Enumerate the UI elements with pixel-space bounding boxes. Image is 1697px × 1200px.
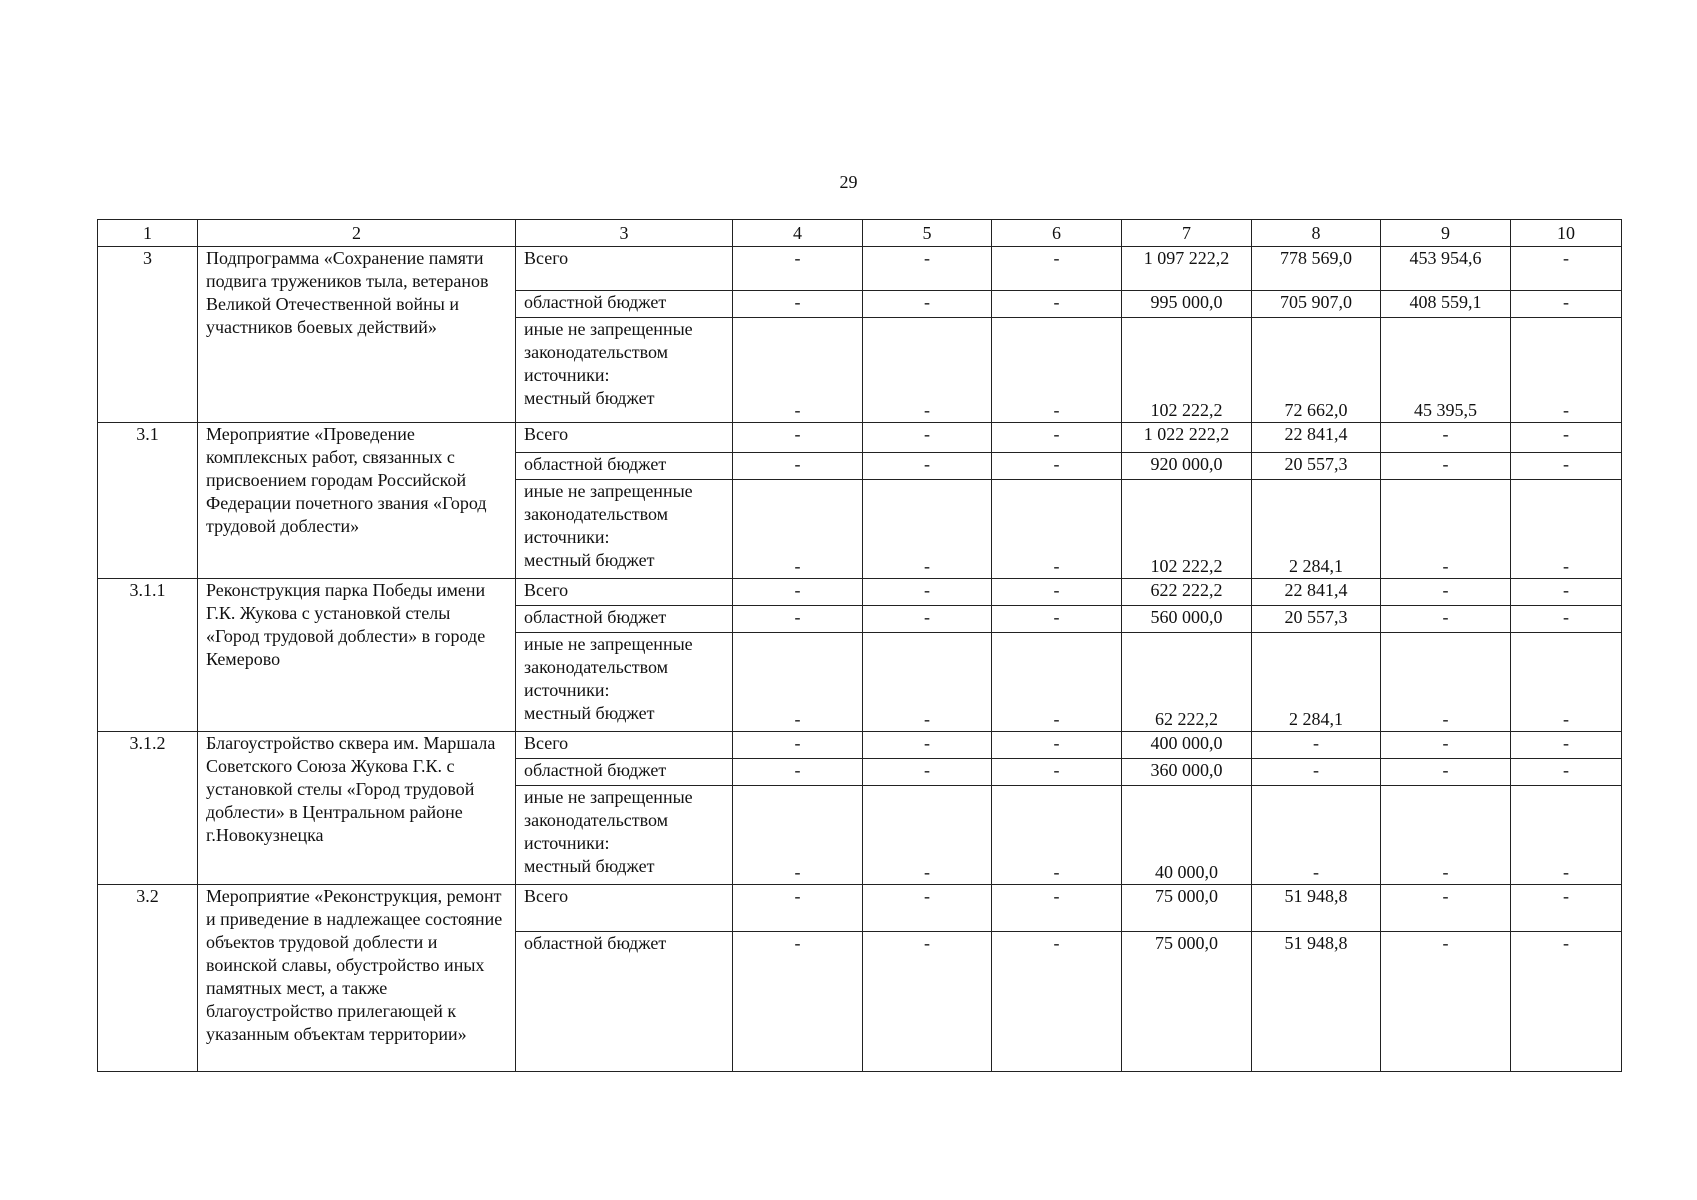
value-cell: 51 948,8 — [1252, 885, 1381, 932]
value-cell: - — [992, 291, 1122, 318]
value-cell: - — [1381, 885, 1511, 932]
item-code: 3.2 — [98, 885, 198, 1072]
value-cell: 920 000,0 — [1122, 453, 1252, 480]
value-cell: - — [1381, 606, 1511, 633]
value-cell: - — [992, 759, 1122, 786]
value-cell: - — [1381, 732, 1511, 759]
value-cell: 22 841,4 — [1252, 423, 1381, 453]
column-header: 10 — [1511, 220, 1622, 247]
funding-source: Всего — [516, 579, 733, 606]
value-cell: 22 841,4 — [1252, 579, 1381, 606]
value-cell: - — [863, 579, 992, 606]
value-cell: 51 948,8 — [1252, 932, 1381, 1072]
value-cell: - — [1511, 732, 1622, 759]
value-cell: - — [863, 480, 992, 579]
column-header: 4 — [733, 220, 863, 247]
value-cell: - — [733, 786, 863, 885]
value-cell: 1 097 222,2 — [1122, 247, 1252, 291]
value-cell: - — [733, 932, 863, 1072]
value-cell: - — [733, 247, 863, 291]
column-header: 1 — [98, 220, 198, 247]
value-cell: 1 022 222,2 — [1122, 423, 1252, 453]
table-row — [98, 732, 1622, 759]
item-code: 3.1.1 — [98, 579, 198, 732]
value-cell: - — [863, 786, 992, 885]
value-cell: - — [1252, 786, 1381, 885]
value-cell: - — [1511, 885, 1622, 932]
value-cell: - — [733, 885, 863, 932]
value-cell: - — [992, 732, 1122, 759]
value-cell: 705 907,0 — [1252, 291, 1381, 318]
table-row — [98, 885, 1622, 932]
value-cell: - — [863, 885, 992, 932]
value-cell: - — [1381, 579, 1511, 606]
column-header: 8 — [1252, 220, 1381, 247]
value-cell: 622 222,2 — [1122, 579, 1252, 606]
value-cell: - — [992, 453, 1122, 480]
column-header: 3 — [516, 220, 733, 247]
value-cell: - — [863, 932, 992, 1072]
table-row — [98, 423, 1622, 453]
value-cell: 102 222,2 — [1122, 318, 1252, 423]
funding-source — [516, 318, 733, 423]
value-cell: 360 000,0 — [1122, 759, 1252, 786]
value-cell: - — [1381, 759, 1511, 786]
value-cell: - — [1381, 786, 1511, 885]
value-cell: 408 559,1 — [1381, 291, 1511, 318]
value-cell: - — [992, 318, 1122, 423]
value-cell: - — [1511, 480, 1622, 579]
value-cell: - — [733, 759, 863, 786]
value-cell: - — [1511, 291, 1622, 318]
item-code: 3.1 — [98, 423, 198, 579]
value-cell: - — [1511, 247, 1622, 291]
value-cell: - — [863, 423, 992, 453]
column-header: 6 — [992, 220, 1122, 247]
value-cell: - — [1511, 579, 1622, 606]
value-cell: - — [863, 318, 992, 423]
value-cell: - — [733, 291, 863, 318]
funding-source: Всего — [516, 247, 733, 291]
value-cell: 102 222,2 — [1122, 480, 1252, 579]
funding-source: областной бюджет — [516, 606, 733, 633]
column-header: 2 — [198, 220, 516, 247]
value-cell: - — [1511, 786, 1622, 885]
item-name: Подпрограмма «Сохранение памяти подвига тружеников тыла, ветеранов Великой Отечественной войны и участников боевых действий» — [198, 247, 516, 423]
funding-source: областной бюджет — [516, 932, 733, 1072]
value-cell: - — [992, 423, 1122, 453]
funding-source-label: иные не запрещенные законодательством источники: — [524, 319, 693, 385]
funding-source — [516, 480, 733, 579]
value-cell: - — [733, 318, 863, 423]
value-cell: - — [733, 480, 863, 579]
value-cell: - — [733, 633, 863, 732]
value-cell: - — [1381, 423, 1511, 453]
value-cell: - — [1381, 633, 1511, 732]
value-cell: - — [863, 247, 992, 291]
value-cell: 72 662,0 — [1252, 318, 1381, 423]
value-cell: - — [992, 786, 1122, 885]
value-cell: - — [1381, 932, 1511, 1072]
value-cell: - — [1511, 606, 1622, 633]
funding-source: областной бюджет — [516, 291, 733, 318]
item-name: Мероприятие «Реконструкция, ремонт и приведение в надлежащее состояние объектов трудовой доблести и воинской славы, обустройство иных памятных мест, а также благоустройство прилегающей к указанным объектам территории» — [198, 885, 516, 1072]
value-cell: 2 284,1 — [1252, 480, 1381, 579]
funding-source-sublabel: местный бюджет — [524, 703, 655, 723]
value-cell: - — [992, 480, 1122, 579]
funding-source: Всего — [516, 732, 733, 759]
page-number: 29 — [839, 172, 858, 192]
value-cell: - — [863, 291, 992, 318]
table-row — [98, 579, 1622, 606]
value-cell: 453 954,6 — [1381, 247, 1511, 291]
value-cell: 560 000,0 — [1122, 606, 1252, 633]
funding-source-label: иные не запрещенные законодательством источники: — [524, 634, 693, 700]
value-cell: 20 557,3 — [1252, 453, 1381, 480]
column-header: 7 — [1122, 220, 1252, 247]
value-cell: 400 000,0 — [1122, 732, 1252, 759]
funding-source-sublabel: местный бюджет — [524, 856, 655, 876]
value-cell: - — [863, 732, 992, 759]
value-cell: 995 000,0 — [1122, 291, 1252, 318]
funding-source — [516, 633, 733, 732]
value-cell: - — [1511, 759, 1622, 786]
item-name: Реконструкция парка Победы имени Г.К. Жукова с установкой стелы «Город трудовой доблести» в городе Кемерово — [198, 579, 516, 732]
value-cell: - — [733, 579, 863, 606]
item-code: 3 — [98, 247, 198, 423]
funding-source: Всего — [516, 885, 733, 932]
value-cell: - — [1381, 480, 1511, 579]
value-cell: - — [733, 606, 863, 633]
value-cell: - — [992, 247, 1122, 291]
value-cell: - — [1252, 759, 1381, 786]
value-cell: - — [1511, 633, 1622, 732]
value-cell: - — [992, 606, 1122, 633]
value-cell: 62 222,2 — [1122, 633, 1252, 732]
value-cell: - — [1511, 453, 1622, 480]
value-cell: - — [1511, 423, 1622, 453]
value-cell: - — [733, 453, 863, 480]
value-cell: 75 000,0 — [1122, 932, 1252, 1072]
value-cell: 45 395,5 — [1381, 318, 1511, 423]
funding-source: Всего — [516, 423, 733, 453]
value-cell: - — [733, 423, 863, 453]
value-cell: - — [733, 732, 863, 759]
value-cell: - — [863, 633, 992, 732]
column-header: 5 — [863, 220, 992, 247]
value-cell: 778 569,0 — [1252, 247, 1381, 291]
value-cell: - — [863, 606, 992, 633]
value-cell: 75 000,0 — [1122, 885, 1252, 932]
table-row — [98, 247, 1622, 291]
table-body — [98, 247, 1622, 1072]
value-cell: - — [1252, 732, 1381, 759]
funding-source: областной бюджет — [516, 453, 733, 480]
value-cell: 20 557,3 — [1252, 606, 1381, 633]
value-cell: - — [863, 453, 992, 480]
value-cell: - — [992, 932, 1122, 1072]
item-code: 3.1.2 — [98, 732, 198, 885]
value-cell: - — [992, 579, 1122, 606]
budget-table — [97, 219, 1622, 1072]
column-header: 9 — [1381, 220, 1511, 247]
item-name: Мероприятие «Проведение комплексных работ, связанных с присвоением городам Российской Федерации почетного звания «Город трудовой доблести» — [198, 423, 516, 579]
value-cell: - — [1381, 453, 1511, 480]
funding-source-label: иные не запрещенные законодательством источники: — [524, 481, 693, 547]
value-cell: - — [1511, 318, 1622, 423]
funding-source: областной бюджет — [516, 759, 733, 786]
value-cell: 2 284,1 — [1252, 633, 1381, 732]
value-cell: - — [1511, 932, 1622, 1072]
funding-source — [516, 786, 733, 885]
value-cell: - — [863, 759, 992, 786]
value-cell: 40 000,0 — [1122, 786, 1252, 885]
value-cell: - — [992, 633, 1122, 732]
funding-source-label: иные не запрещенные законодательством источники: — [524, 787, 693, 853]
column-number-row — [98, 220, 1622, 247]
item-name: Благоустройство сквера им. Маршала Советского Союза Жукова Г.К. с установкой стелы «Город трудовой доблести» в Центральном районе г.Новокузнецка — [198, 732, 516, 885]
value-cell: - — [992, 885, 1122, 932]
funding-source-sublabel: местный бюджет — [524, 388, 655, 408]
funding-source-sublabel: местный бюджет — [524, 550, 655, 570]
